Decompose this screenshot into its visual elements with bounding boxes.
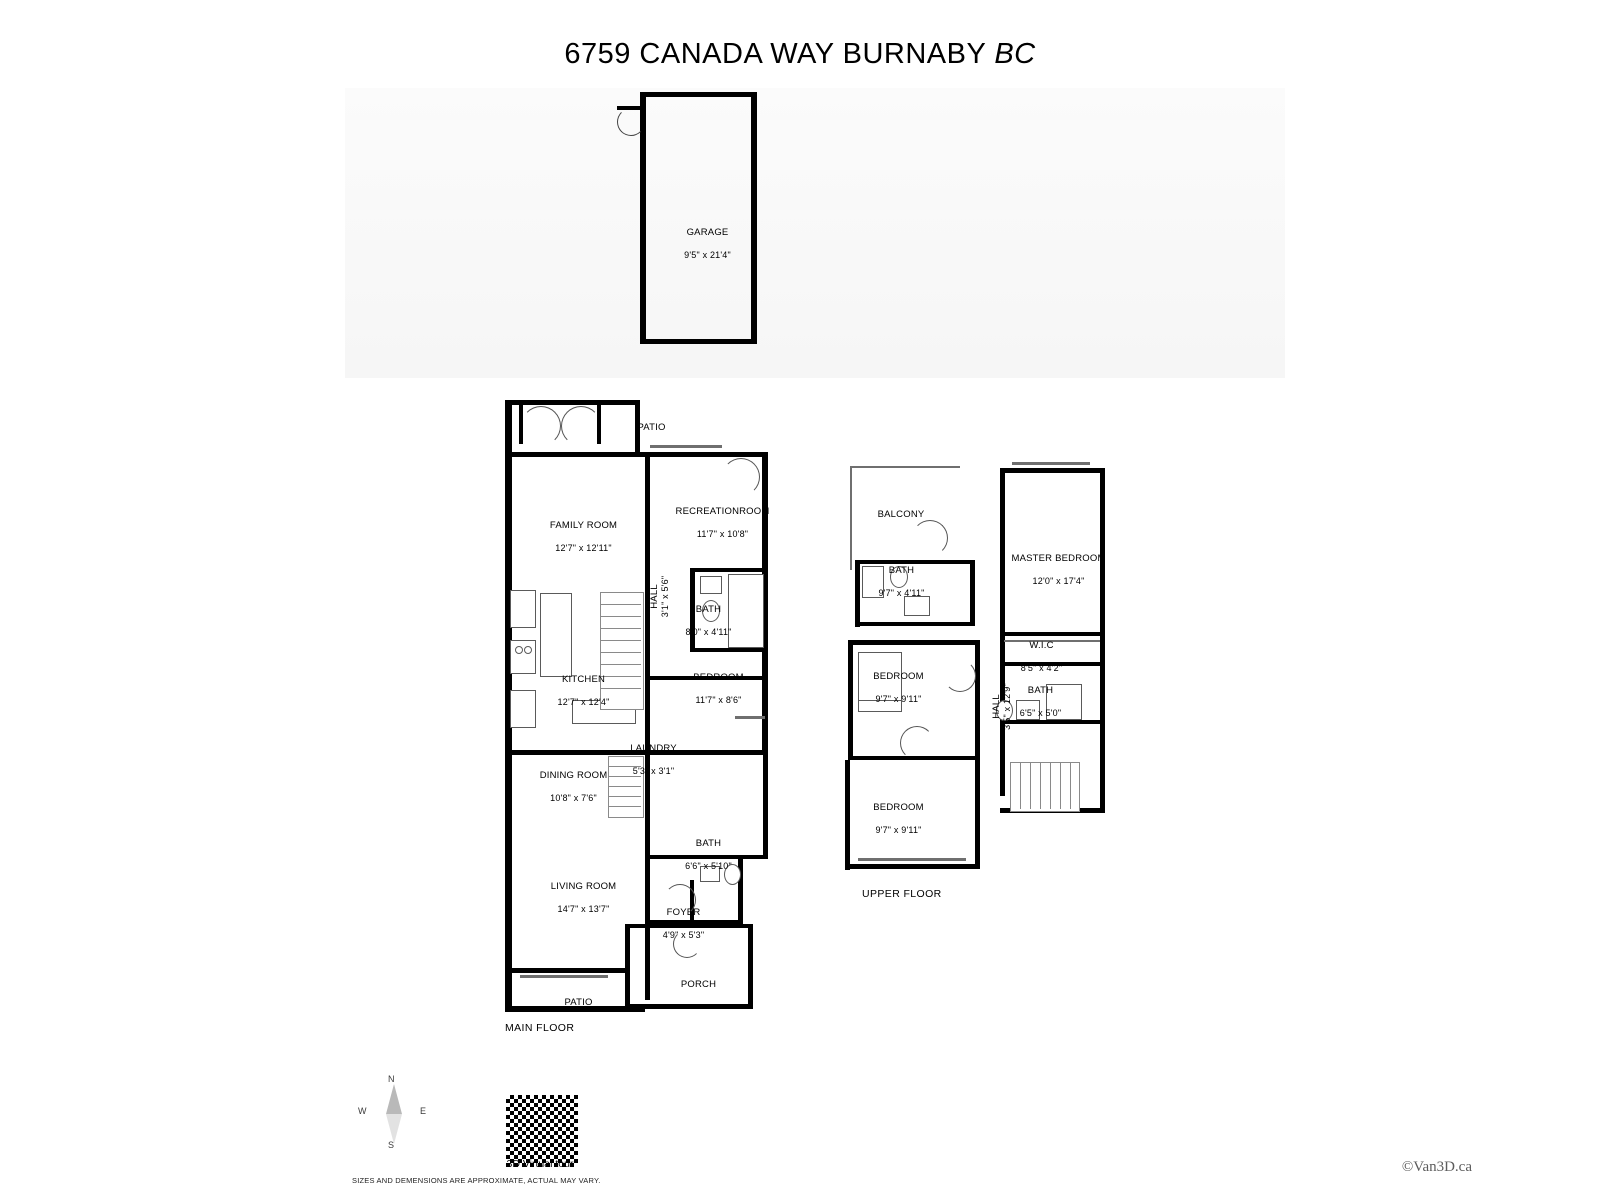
stair-tread [1050,763,1051,809]
room-dims: 6'6" x 5'10" [685,860,732,871]
room-name: FOYER [666,906,701,918]
main-wall-familyroom-top [505,452,640,457]
room-dims: 12'7" x 12'11" [555,542,612,553]
compass-label-east: E [420,1106,427,1116]
room-name: PORCH [680,978,717,990]
room-name: BATH [888,564,915,576]
disclaimer-text: SIZES AND DEMENSIONS ARE APPROXIMATE, ACTUAL MAY VARY. [352,1176,601,1185]
compass-label-north: N [388,1074,395,1084]
kitchen-counter-upper [510,590,536,628]
room-label-patio-top [603,410,683,445]
room-dims: 12'0" x 17'4" [1032,575,1085,586]
room-label-living-room [495,869,655,927]
main-window-rec-top [650,445,722,448]
room-label-bedroom-main [655,660,765,718]
room-dims: 14'7" x 13'7" [557,903,610,914]
room-name: PATIO [637,421,666,433]
bedroom3-door-swing-icon [900,726,934,760]
upper-floor-caption: UPPER FLOOR [862,888,942,900]
garage-wall-top [640,92,757,97]
garage-plan-backdrop [345,88,1285,378]
compass-label-west: W [358,1106,367,1116]
main-floor-caption: MAIN FLOOR [505,1022,575,1034]
page-title [0,38,1600,71]
stair-tread [1060,763,1061,809]
garage-door-swing-icon [617,108,645,136]
patio-door-jamb-left [519,404,523,444]
room-dims: 5'3" x 3'1" [632,765,675,776]
qr-caption: 3D Virtual tour [506,1158,574,1170]
main-exterior-wall-top-left [505,400,640,405]
compass-icon [352,1074,432,1150]
room-name: HALL [990,694,1002,719]
patio-door-swing-right-icon [561,406,601,446]
upper-wall-master-top [1000,468,1105,473]
room-label-hall-upper [979,660,1025,770]
compass-needle-north [386,1084,402,1114]
garage-name: GARAGE [686,226,729,238]
stair-tread [1030,763,1031,809]
kitchen-sink-burner-icon [515,646,523,654]
stair-tread [601,628,641,629]
room-label-foyer [636,895,714,953]
room-label-dining-room [490,758,640,816]
room-dims: 8'0" x 4'11" [685,626,732,637]
upper-wall-bed3-right [975,790,980,868]
room-name: BATH [695,837,722,849]
room-dims: 4'9" x 5'3" [662,929,705,940]
room-dims: 11'7" x 8'6" [695,694,742,705]
room-dims: 9'7" x 9'11" [875,824,922,835]
upper-wall-bed2-top [848,640,978,645]
room-label-balcony [845,497,940,532]
room-label-porch [650,967,730,1002]
room-name: MASTER BEDROOM [1011,552,1106,564]
room-name: LAUNDRY [630,742,677,754]
stair-tread [601,604,641,605]
upper-window-master [1012,462,1090,465]
room-name: BEDROOM [873,801,924,813]
room-name: BALCONY [877,508,925,520]
bedroom2-door-swing-icon [944,660,976,692]
room-dims: 6'5" x 5'0" [1019,707,1062,718]
compass-label-south: S [388,1140,395,1150]
recreation-door-swing-icon [722,458,760,496]
room-name: PATIO [564,996,593,1008]
main-window-bottom [520,975,608,978]
main-wall-porch-left [625,924,630,1008]
patio-door-swing-left-icon [521,406,561,446]
garage-label [620,215,778,273]
room-label-recreation-room [634,494,794,552]
room-name: BATH [1027,684,1054,696]
room-name: BATH [695,603,722,615]
room-dims: 10'8" x 7'6" [550,792,597,803]
room-dims: 11'7" x 10'8" [696,528,749,539]
room-label-bedroom-2 [832,659,948,717]
main-wall-porch-bottom [625,1004,753,1009]
room-dims: 8'5" x 4'2" [1020,662,1063,673]
stair-tread [1070,763,1071,809]
room-name: LIVING ROOM [550,880,617,892]
stair-tread [1040,763,1041,809]
room-dims: 3'1" x 5'6" [660,575,670,618]
patio-door-jamb-right [597,404,601,444]
room-name: BEDROOM [873,670,924,682]
room-label-patio-bottom [530,985,610,1020]
room-name: BEDROOM [693,671,744,683]
room-name: KITCHEN [561,673,606,685]
garage-wall-bottom [640,339,757,344]
room-dims: 9'7" x 4'11" [878,587,925,598]
room-label-bath-top [845,553,941,611]
main-wall-top-rec [635,452,767,457]
garage-dims: 9'5" x 21'4" [684,249,731,260]
watermark: ©Van3D.ca [1401,1159,1472,1175]
room-dims: 12'7" x 12'4" [557,696,610,707]
room-name: W.I.C [1029,639,1054,651]
stair-tread [601,640,641,641]
room-label-kitchen [500,662,650,720]
kitchen-sink-burner-2-icon [524,646,532,654]
room-dims: 9'7" x 9'11" [875,693,922,704]
main-wall-right-lower [763,755,768,859]
stair-tread [601,652,641,653]
balcony-edge-top [850,466,960,468]
room-label-master-bedroom [955,541,1145,599]
main-bath-upper-wall-top [690,568,768,572]
room-label-bedroom-3 [832,790,948,848]
stair-tread [601,616,641,617]
room-name: FAMILY ROOM [549,519,618,531]
room-dims: 3'5" x 12'9" [1002,683,1012,730]
upper-wall-bath-top-bottom [855,622,975,626]
page-title-province: BC [994,38,1036,70]
room-name: RECREATIONROOM [675,505,770,517]
main-wall-kitchen-dining [505,750,605,755]
upper-wall-bed3-bottom [845,864,980,869]
upper-window-bed3 [858,858,966,861]
room-label-bath-lower [655,826,745,884]
main-wall-patio-bottom-top [505,968,630,973]
page-title-text: 6759 CANADA WAY BURNABY [564,38,995,70]
room-name: DINING ROOM [539,769,608,781]
room-name: HALL [648,584,660,609]
room-label-bath-upper [655,592,745,650]
room-label-family-room [495,508,655,566]
main-wall-porch-right [748,924,753,1009]
